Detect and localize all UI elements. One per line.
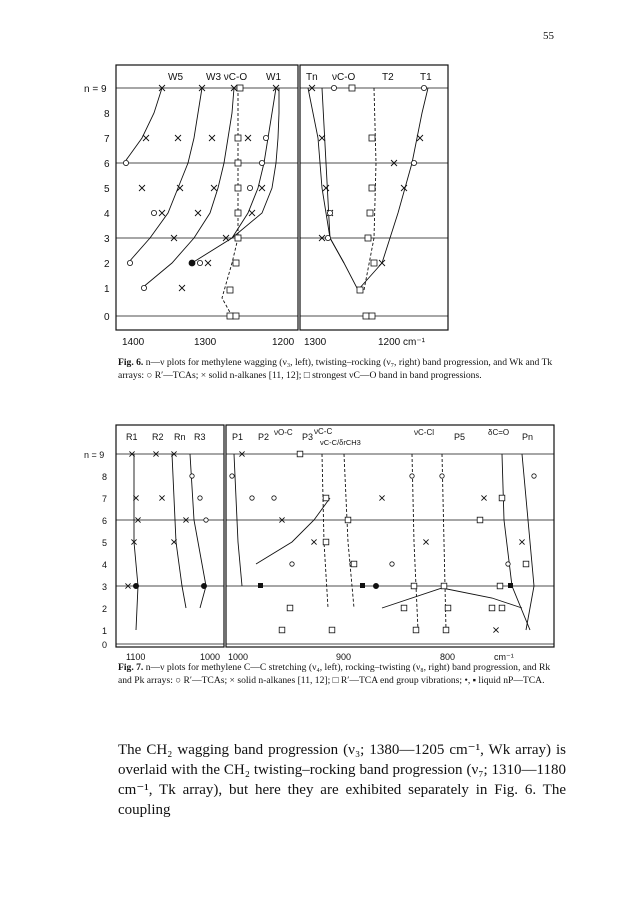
square-marker (227, 313, 233, 319)
fig7-label-p3: P3 (302, 432, 314, 442)
circle-marker (201, 583, 206, 588)
fig7-label-pn: Pn (522, 432, 534, 442)
cross-marker (249, 210, 255, 216)
cross-marker (159, 495, 164, 500)
n-label: 0 (104, 312, 110, 323)
circle-marker (440, 474, 444, 478)
circle-marker (506, 562, 510, 566)
square-marker (233, 313, 239, 319)
figure-7 (82, 418, 572, 663)
circle-marker (204, 518, 208, 522)
cross-marker (159, 210, 165, 216)
rock-curve (256, 498, 330, 564)
twist-curve (308, 88, 428, 290)
circle-marker (250, 496, 254, 500)
circle-marker (151, 210, 156, 215)
filled-square-marker (258, 583, 263, 588)
figure-6-plot (82, 58, 552, 358)
figure-6-caption-text: n—ν plots for methylene wagging (ν₃, left), twisting–rocking (ν₇, right) band progression, and Wk and Tk arrays: ○ R′—TCAs; × solid n-alkanes [11, 12]; □ strongest νC—O band in band progressions. (118, 357, 553, 381)
progression-curve (128, 88, 202, 263)
cross-marker (139, 185, 145, 191)
n-label: 5 (102, 538, 108, 548)
fig6-xtick-1400: 1400 (122, 337, 145, 348)
square-marker (497, 583, 503, 589)
circle-marker (230, 474, 234, 478)
filled-square-marker (508, 583, 513, 588)
square-marker (235, 235, 241, 241)
filled-square-marker (360, 583, 365, 588)
square-marker (489, 605, 495, 611)
n-label: 3 (102, 582, 108, 592)
cross-marker (481, 495, 486, 500)
fig7-xtick-800: 800 (440, 652, 456, 662)
fig7-label-r2: R2 (152, 432, 164, 442)
square-marker (401, 605, 407, 611)
fig6-label-tn: Tn (306, 72, 318, 83)
n-label: 4 (104, 209, 110, 220)
square-marker (287, 605, 293, 611)
cross-marker (209, 135, 215, 141)
fig7-label-vcc: νC-C (314, 427, 333, 436)
circle-marker (197, 260, 202, 265)
stretch-curve (172, 454, 186, 608)
square-marker (323, 495, 329, 501)
square-marker (227, 287, 233, 293)
fig6-xtick-1300: 1300 (194, 337, 217, 348)
body-paragraph: The CH₂ wagging band progression (ν₃; 1380—1205 cm⁻¹, Wk array) is overlaid with the CH₂ twisting–rocking band progression (ν₇; 1310—1180 cm⁻¹, Tk array), but here they are exhibited separately in Fig. 6. The coupling (118, 742, 566, 818)
circle-marker (141, 285, 146, 290)
n-label: 5 (104, 184, 110, 195)
cross-marker (323, 185, 329, 191)
square-marker (329, 627, 335, 633)
square-marker (279, 627, 285, 633)
square-marker (235, 210, 241, 216)
cross-marker (379, 495, 384, 500)
circle-marker (390, 562, 394, 566)
square-marker (367, 210, 373, 216)
dashed-curve (322, 454, 328, 608)
fig7-xtick-1000: 1000 (200, 652, 221, 662)
n-label: 8 (102, 472, 108, 482)
n-label: 6 (104, 159, 110, 170)
fig6-xtick-1200: 1200 (272, 337, 295, 348)
fig6-label-vco: νC-O (332, 72, 356, 83)
n-label: 1 (102, 626, 108, 636)
n-label: 4 (102, 560, 108, 570)
square-marker (369, 135, 375, 141)
rock-curve (522, 454, 534, 630)
n-label: 1 (104, 284, 110, 295)
square-marker (237, 85, 243, 91)
fig7-label-vcc-drch3: νC-C/δrCH3 (320, 438, 361, 447)
page-number: 55 (543, 30, 554, 42)
n-label: 2 (102, 604, 108, 614)
cross-marker (175, 135, 181, 141)
dashed-curve (222, 88, 238, 316)
square-marker (363, 313, 369, 319)
cross-marker (379, 260, 385, 266)
circle-marker (410, 474, 414, 478)
circle-marker (325, 235, 330, 240)
circle-marker (290, 562, 294, 566)
cross-marker (245, 135, 251, 141)
fig6-label-t2: T2 (382, 72, 394, 83)
n-label: n = 9 (84, 84, 107, 95)
cross-marker (195, 210, 201, 216)
circle-marker (189, 260, 195, 266)
cross-marker (205, 260, 211, 266)
progression-curve (142, 88, 234, 288)
fig6-xtick-1300b: 1300 (304, 337, 327, 348)
circle-marker (259, 160, 264, 165)
figure-7-caption-text: n—ν plots for methylene C—C stretching (ν₄, left), rocking–twisting (ν₈, right) band progression, and Rk and Pk arrays: ○ R′—TCAs; × solid n-alkanes [11, 12]; □ R′—TCA end group vibrations; •, ▪ liquid nP—TCA. (118, 662, 551, 686)
circle-marker (327, 210, 332, 215)
fig7-xtick-1100: 1100 (126, 652, 146, 662)
fig6-xtick-1200b: 1200 cm⁻¹ (378, 337, 425, 348)
n-label: 6 (102, 516, 108, 526)
fig7-xtick-1000b: 1000 (228, 652, 249, 662)
fig7-label-voc: νO-C (274, 428, 293, 437)
cross-marker (423, 539, 428, 544)
square-marker (323, 539, 329, 545)
cross-marker (493, 627, 498, 632)
figure-6-caption (118, 357, 558, 382)
square-marker (443, 627, 449, 633)
n-label: 8 (104, 109, 110, 120)
fig7-label-p5: P5 (454, 432, 466, 442)
cross-marker (319, 135, 325, 141)
square-marker (411, 583, 417, 589)
progression-curve (124, 88, 162, 163)
square-marker (369, 185, 375, 191)
square-marker (235, 185, 241, 191)
square-marker (477, 517, 483, 523)
fig6-label-w1: W1 (266, 72, 281, 83)
circle-marker (127, 260, 132, 265)
square-marker (441, 583, 447, 589)
fig7-label-r1: R1 (126, 432, 138, 442)
circle-marker (331, 85, 336, 90)
fig6-label-t1: T1 (420, 72, 432, 83)
dashed-curve (412, 454, 418, 630)
square-marker (369, 313, 375, 319)
circle-marker (373, 583, 378, 588)
square-marker (413, 627, 419, 633)
n-label: n = 9 (84, 450, 105, 460)
fig7-label-dco: δC=O (488, 428, 510, 437)
n-label: 2 (104, 259, 110, 270)
figure-7-caption (118, 662, 566, 687)
circle-marker (190, 474, 194, 478)
fig6-label-w5: W5 (168, 72, 183, 83)
square-marker (499, 605, 505, 611)
dashed-curve (344, 454, 354, 608)
square-marker (499, 495, 505, 501)
square-marker (351, 561, 357, 567)
square-marker (523, 561, 529, 567)
figure-6-caption-label: Fig. 6. (118, 357, 144, 368)
cross-marker (143, 135, 149, 141)
figure-7-plot (82, 418, 572, 663)
cross-marker (311, 539, 316, 544)
circle-marker (532, 474, 536, 478)
square-marker (357, 287, 363, 293)
square-marker (233, 260, 239, 266)
n-label: 3 (104, 234, 110, 245)
circle-marker (123, 160, 128, 165)
square-marker (297, 451, 303, 457)
square-marker (445, 605, 451, 611)
square-marker (235, 160, 241, 166)
circle-marker (411, 160, 416, 165)
fig7-label-vccl: νC-Cl (414, 428, 434, 437)
square-marker (349, 85, 355, 91)
figure-6 (82, 58, 552, 358)
n-label: 7 (104, 134, 110, 145)
circle-marker (198, 496, 202, 500)
fig7-label-p1: P1 (232, 432, 244, 442)
fig6-label-w3: W3 νC-O (206, 72, 248, 83)
square-marker (345, 517, 351, 523)
fig7-xtick-unit: cm⁻¹ (494, 652, 514, 662)
fig7-label-r3: R3 (194, 432, 206, 442)
fig7-xtick-900: 900 (336, 652, 352, 662)
square-marker (365, 235, 371, 241)
cross-marker (519, 539, 524, 544)
square-marker (371, 260, 377, 266)
n-label: 0 (102, 640, 108, 650)
cross-marker (179, 285, 185, 291)
cross-marker (259, 185, 265, 191)
dashed-curve (442, 454, 446, 630)
figure-7-caption-label: Fig. 7. (118, 662, 144, 673)
circle-marker (263, 135, 268, 140)
fig7-label-p2: P2 (258, 432, 270, 442)
fig7-label-rn: Rn (174, 432, 186, 442)
circle-marker (133, 583, 138, 588)
circle-marker (421, 85, 426, 90)
circle-marker (247, 185, 252, 190)
cross-marker (211, 185, 217, 191)
rock-curve (502, 454, 530, 630)
square-marker (235, 135, 241, 141)
circle-marker (272, 496, 276, 500)
cross-marker (417, 135, 423, 141)
n-label: 7 (102, 494, 108, 504)
